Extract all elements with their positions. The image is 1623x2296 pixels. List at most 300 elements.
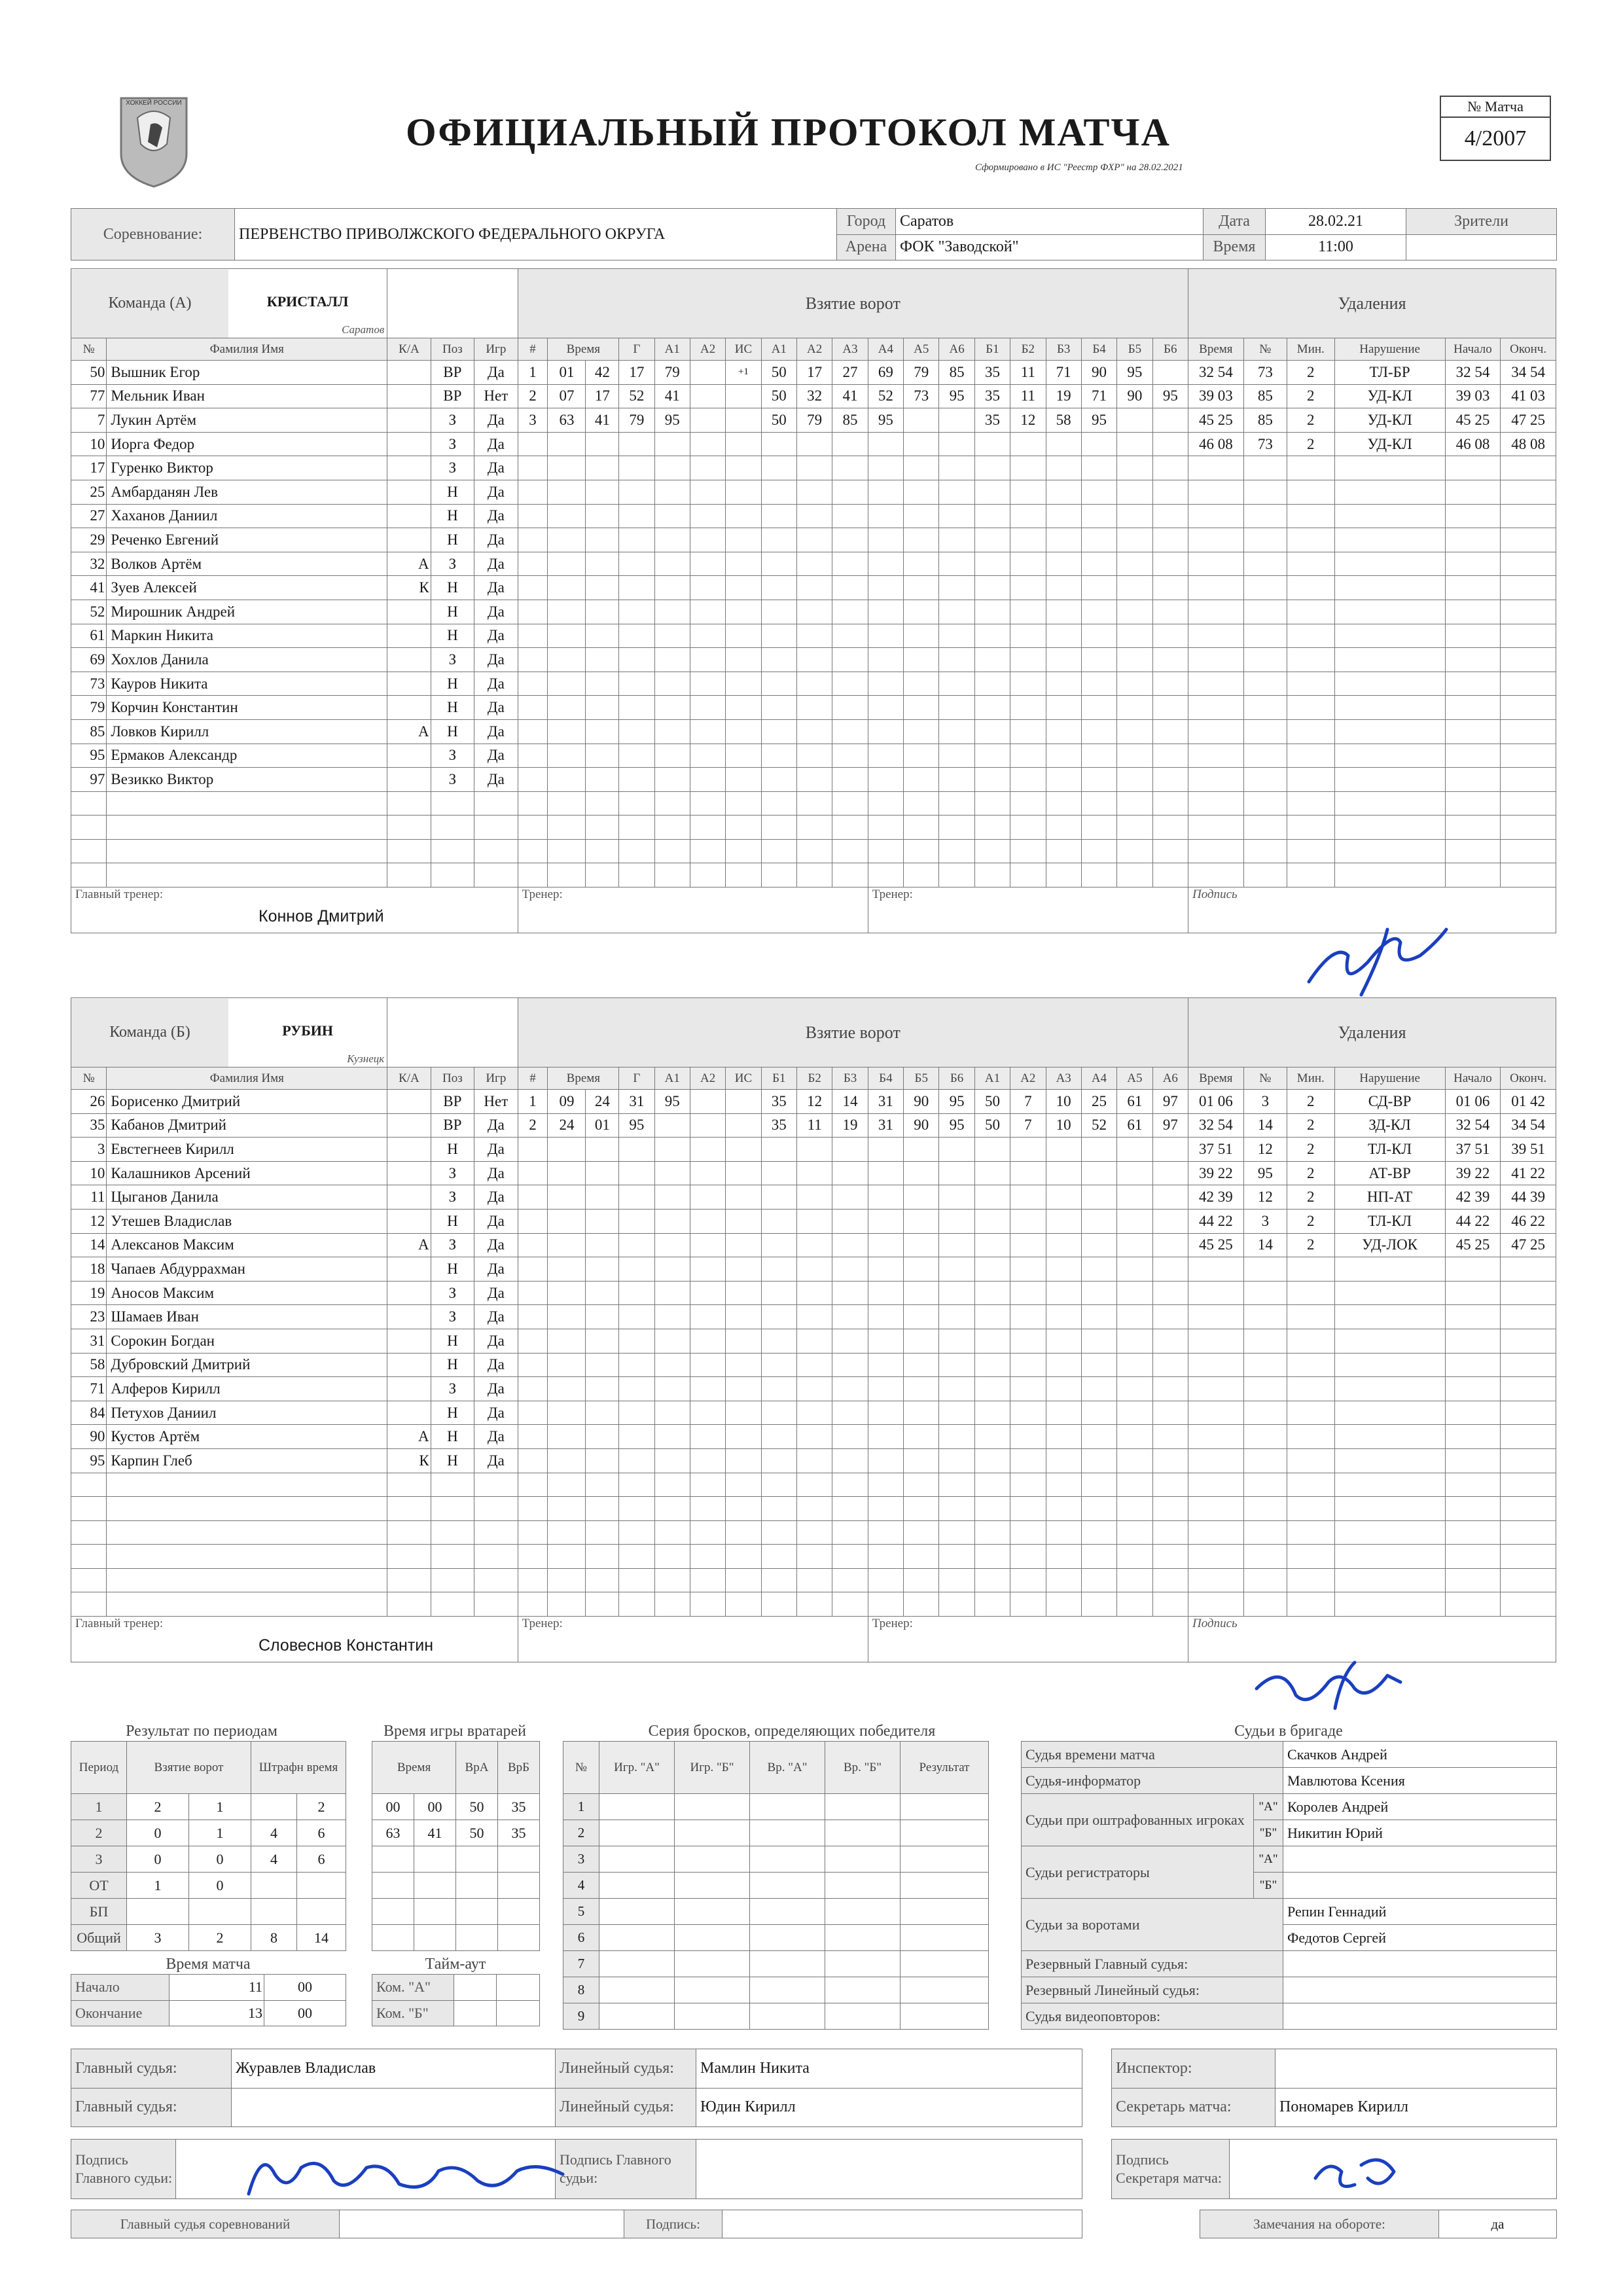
goal-situation	[726, 648, 761, 672]
shootout-row	[563, 1925, 989, 1951]
player-name: Аносов Максим	[107, 1281, 387, 1305]
h-pen-end: Оконч.	[1501, 338, 1556, 361]
goal-opp-on-ice	[1152, 744, 1188, 768]
table-row	[71, 528, 1556, 552]
goal-opp-on-ice	[1081, 768, 1116, 792]
period-row	[71, 1820, 346, 1846]
player-position: З	[431, 552, 474, 576]
player-name: Амбарданян Лев	[107, 480, 387, 504]
goal-opp-on-ice	[1081, 1568, 1116, 1592]
pen-sec-part: 03	[1217, 387, 1233, 404]
goal-assist-2	[690, 1161, 725, 1185]
goal-on-ice	[761, 624, 796, 648]
goal-on-ice	[832, 528, 868, 552]
goal-on-ice	[796, 1377, 832, 1401]
goal-opp-on-ice	[1081, 1138, 1116, 1162]
goal-opp-on-ice	[1046, 1257, 1081, 1282]
pen-minutes	[1287, 600, 1334, 624]
goal-assist-2	[690, 1138, 725, 1162]
goal-assist-1: 79	[654, 361, 690, 385]
player-played: Да	[474, 432, 518, 456]
h-opp-on-ice: Б1	[974, 338, 1010, 361]
goal-min	[548, 719, 586, 744]
goal-opp-on-ice	[1152, 1425, 1188, 1449]
goal-on-ice: 17	[796, 361, 832, 385]
table-row	[71, 456, 1556, 480]
pen-time	[1188, 1281, 1244, 1305]
goal-situation	[726, 1185, 761, 1210]
goal-sec	[586, 1473, 619, 1497]
pen-time	[1188, 1113, 1244, 1138]
goal-sec	[586, 1209, 619, 1233]
period-cell	[127, 1899, 189, 1925]
line-ref-1-label: Линейный судья:	[556, 2049, 696, 2089]
goal-on-ice	[868, 1353, 903, 1377]
goal-scorer	[619, 1257, 654, 1282]
pen-start	[1445, 1329, 1501, 1353]
h-pen-infraction: Нарушение	[1334, 1067, 1445, 1090]
gk-row	[372, 1794, 540, 1820]
player-name: Вышник Егор	[107, 361, 387, 385]
goal-min	[548, 863, 586, 888]
pen-minutes	[1287, 839, 1334, 863]
goal-assist-2	[690, 576, 725, 600]
player-played: Да	[474, 528, 518, 552]
pen-sec-part: 08	[1217, 435, 1233, 452]
player-number	[71, 1568, 107, 1592]
goal-opp-on-ice	[1117, 648, 1152, 672]
chief-ref-1-label: Главный судья:	[71, 2049, 232, 2089]
pen-start-sec: 25	[1474, 411, 1490, 428]
goal-number	[518, 1520, 548, 1545]
table-row	[71, 696, 1556, 720]
pen-minutes	[1287, 744, 1334, 768]
goal-opp-on-ice	[1046, 768, 1081, 792]
h-play: Игр	[474, 338, 518, 361]
goal-on-ice	[761, 1497, 796, 1521]
goal-on-ice	[939, 624, 974, 648]
goal-on-ice	[939, 1209, 974, 1233]
goal-number	[518, 600, 548, 624]
pen-min-part: 32	[1198, 363, 1214, 380]
pen-player	[1243, 480, 1287, 504]
pen-minutes: 2	[1287, 1233, 1334, 1257]
player-number: 18	[71, 1257, 107, 1282]
pen-time	[1188, 768, 1244, 792]
goal-opp-on-ice	[1117, 1448, 1152, 1473]
pen-time	[1188, 1257, 1244, 1282]
pen-player: 85	[1243, 384, 1287, 408]
goal-opp-on-ice	[974, 432, 1010, 456]
gk-row	[372, 1846, 540, 1873]
goal-on-ice	[796, 1185, 832, 1210]
goal-on-ice	[832, 1520, 868, 1545]
goal-assist-1	[654, 1497, 690, 1521]
goal-opp-on-ice	[974, 1329, 1010, 1353]
player-name: Ермаков Александр	[107, 744, 387, 768]
goal-opp-on-ice	[1117, 1520, 1152, 1545]
goal-number	[518, 1209, 548, 1233]
goal-on-ice	[939, 1497, 974, 1521]
player-played: Да	[474, 1448, 518, 1473]
goal-opp-on-ice: 95	[1152, 384, 1188, 408]
goal-opp-on-ice	[1152, 719, 1188, 744]
goal-assist-2	[690, 768, 725, 792]
goal-sec	[586, 672, 619, 696]
pen-minutes: 2	[1287, 1113, 1334, 1138]
goal-sec: 24	[586, 1090, 619, 1114]
pen-min-part: 39	[1198, 387, 1214, 404]
table-row	[71, 1568, 1556, 1592]
goal-on-ice	[761, 791, 796, 816]
period-cell	[251, 1794, 297, 1820]
city-value: Саратов	[896, 209, 1204, 235]
pen-start	[1445, 839, 1501, 863]
gk-cell: 00	[372, 1794, 414, 1820]
pen-end	[1501, 1401, 1556, 1425]
goal-situation	[726, 1592, 761, 1617]
period-cell: 2	[71, 1820, 127, 1846]
goal-min	[548, 1497, 586, 1521]
goal-sec	[586, 839, 619, 863]
goal-on-ice	[904, 504, 939, 528]
pen-start-sec: 54	[1474, 1117, 1490, 1134]
h-ka: К/А	[387, 338, 431, 361]
pen-minutes	[1287, 1353, 1334, 1377]
shootout-row	[563, 1820, 989, 1846]
goal-sec	[586, 624, 619, 648]
goal-scorer	[619, 1520, 654, 1545]
time-value: 11:00	[1266, 234, 1406, 260]
player-position: Н	[431, 1329, 474, 1353]
official-role: Судьи регистраторы	[1022, 1846, 1254, 1899]
table-row	[71, 1209, 1556, 1233]
goal-situation	[726, 816, 761, 840]
signature-secretary	[1302, 2145, 1407, 2198]
goal-on-ice	[939, 816, 974, 840]
pen-player	[1243, 624, 1287, 648]
goal-opp-on-ice	[1046, 1185, 1081, 1210]
player-position: З	[431, 1281, 474, 1305]
pen-infraction	[1334, 744, 1445, 768]
goal-on-ice	[796, 1257, 832, 1282]
sign-chief2-label: Подпись Главного судьи:	[556, 2140, 696, 2199]
h-on-ice: Б3	[832, 1067, 868, 1090]
player-name	[107, 1520, 387, 1545]
goal-on-ice: 85	[939, 361, 974, 385]
goal-on-ice	[761, 1592, 796, 1617]
city-label: Город	[837, 209, 896, 235]
goal-on-ice	[868, 1497, 903, 1521]
h-pen-min: Мин.	[1287, 338, 1334, 361]
team-name: КРИСТАЛЛ	[266, 293, 349, 310]
head-coach-name: Словеснов Константин	[259, 1636, 434, 1655]
goal-situation	[726, 552, 761, 576]
pen-end	[1501, 672, 1556, 696]
pen-start	[1445, 552, 1501, 576]
goal-opp-on-ice	[1081, 719, 1116, 744]
time-label: Время	[1204, 234, 1266, 260]
player-name: Кустов Артём	[107, 1425, 387, 1449]
goal-assist-1	[654, 719, 690, 744]
goal-opp-on-ice	[1010, 696, 1046, 720]
pen-end-sec: 03	[1529, 387, 1545, 404]
official-row	[1022, 1846, 1557, 1873]
goal-opp-on-ice	[1046, 552, 1081, 576]
player-captain	[387, 1185, 431, 1210]
pen-end-sec: 54	[1529, 1117, 1545, 1134]
pen-end	[1501, 456, 1556, 480]
gk-cell: 50	[456, 1820, 498, 1846]
pen-player	[1243, 1353, 1287, 1377]
pen-infraction: АТ-ВР	[1334, 1161, 1445, 1185]
chief-ref-1: Журавлев Владислав	[232, 2049, 556, 2089]
goal-number: 2	[518, 1113, 548, 1138]
h-opp-on-ice: Б4	[1081, 338, 1116, 361]
goal-scorer	[619, 863, 654, 888]
pen-infraction: СД-ВР	[1334, 1090, 1445, 1114]
goal-on-ice	[796, 1425, 832, 1449]
table-row	[71, 1090, 1556, 1114]
goal-assist-1	[654, 1233, 690, 1257]
shootout-header: Игр. "Б"	[675, 1742, 750, 1794]
pen-time	[1188, 1377, 1244, 1401]
pen-minutes	[1287, 672, 1334, 696]
goal-on-ice	[904, 480, 939, 504]
gk-cell: 50	[456, 1794, 498, 1820]
goal-scorer	[619, 576, 654, 600]
goal-on-ice	[761, 839, 796, 863]
pen-end	[1501, 1568, 1556, 1592]
goal-on-ice: 90	[904, 1090, 939, 1114]
comp-sign-label: Подпись:	[624, 2210, 722, 2238]
goal-on-ice	[939, 1305, 974, 1329]
goal-opp-on-ice	[1152, 1257, 1188, 1282]
goal-assist-1	[654, 1448, 690, 1473]
goal-number	[518, 1448, 548, 1473]
pen-player	[1243, 576, 1287, 600]
inspector-value	[1275, 2049, 1557, 2089]
pen-infraction	[1334, 1281, 1445, 1305]
goal-on-ice	[868, 719, 903, 744]
goal-scorer	[619, 1568, 654, 1592]
goal-opp-on-ice	[1046, 576, 1081, 600]
table-row	[71, 504, 1556, 528]
goal-situation	[726, 1257, 761, 1282]
h-opp-on-ice: Б6	[1152, 338, 1188, 361]
pen-infraction	[1334, 1448, 1445, 1473]
goal-on-ice	[939, 768, 974, 792]
goal-opp-on-ice	[1117, 1185, 1152, 1210]
goal-on-ice	[868, 1592, 903, 1617]
goal-opp-on-ice	[1152, 432, 1188, 456]
goal-assist-2	[690, 1448, 725, 1473]
goal-opp-on-ice	[1010, 432, 1046, 456]
goal-on-ice	[904, 1161, 939, 1185]
goal-sec	[586, 648, 619, 672]
h-on-ice: А5	[904, 338, 939, 361]
pen-end	[1501, 839, 1556, 863]
pen-start-min: 01	[1455, 1092, 1471, 1109]
goal-on-ice: 27	[832, 361, 868, 385]
goal-number	[518, 1497, 548, 1521]
player-position: Н	[431, 480, 474, 504]
h-pen-time: Время	[1188, 1067, 1244, 1090]
h-on-ice: А6	[939, 338, 974, 361]
goal-number	[518, 1401, 548, 1425]
goal-min	[548, 791, 586, 816]
gk-row	[372, 1925, 540, 1951]
goal-opp-on-ice	[1081, 1185, 1116, 1210]
goal-opp-on-ice	[1046, 1329, 1081, 1353]
table-row	[71, 719, 1556, 744]
goal-on-ice	[796, 1305, 832, 1329]
signature-chief-referee	[236, 2135, 576, 2207]
goal-opp-on-ice	[1081, 528, 1116, 552]
player-captain	[387, 791, 431, 816]
goal-on-ice	[761, 504, 796, 528]
pen-min-part: 45	[1198, 1236, 1214, 1253]
goal-on-ice	[796, 552, 832, 576]
goal-on-ice: 95	[939, 384, 974, 408]
goal-on-ice	[868, 1377, 903, 1401]
goal-opp-on-ice	[1117, 1568, 1152, 1592]
table-row	[71, 1448, 1556, 1473]
pen-minutes	[1287, 480, 1334, 504]
goal-opp-on-ice	[1152, 1329, 1188, 1353]
goal-assist-2	[690, 1545, 725, 1569]
goal-assist-2	[690, 1281, 725, 1305]
player-captain: А	[387, 552, 431, 576]
goal-opp-on-ice	[1152, 361, 1188, 385]
match-number-box	[1440, 96, 1551, 161]
timeout-a-label: Ком. "А"	[372, 1975, 454, 2001]
player-name: Зуев Алексей	[107, 576, 387, 600]
goal-opp-on-ice	[1081, 791, 1116, 816]
goal-on-ice	[904, 576, 939, 600]
goal-number	[518, 1138, 548, 1162]
goal-on-ice: 31	[868, 1113, 903, 1138]
table-row	[71, 624, 1556, 648]
goal-min	[548, 1257, 586, 1282]
goal-situation: +1	[726, 361, 761, 385]
goal-sec	[586, 1329, 619, 1353]
goal-on-ice	[868, 1233, 903, 1257]
goal-on-ice	[761, 1545, 796, 1569]
goal-on-ice	[832, 1161, 868, 1185]
footer-table	[71, 2210, 1557, 2238]
goal-on-ice	[939, 648, 974, 672]
competition-label: Соревнование:	[71, 209, 235, 260]
table-row	[71, 1353, 1556, 1377]
goal-opp-on-ice: 95	[1081, 408, 1116, 433]
goal-scorer	[619, 1233, 654, 1257]
period-cell	[251, 1873, 297, 1899]
date-label: Дата	[1204, 209, 1266, 235]
goal-opp-on-ice	[1010, 1257, 1046, 1282]
goal-opp-on-ice	[1010, 528, 1046, 552]
pen-time	[1188, 839, 1244, 863]
official-name	[1283, 1951, 1557, 1977]
pen-player	[1243, 1257, 1287, 1282]
goal-on-ice	[904, 863, 939, 888]
goal-on-ice	[796, 1209, 832, 1233]
goal-min	[548, 648, 586, 672]
goal-on-ice	[939, 504, 974, 528]
goal-sec	[586, 1545, 619, 1569]
goal-on-ice	[939, 1545, 974, 1569]
goal-on-ice	[796, 1497, 832, 1521]
pen-minutes	[1287, 791, 1334, 816]
pen-start	[1445, 1520, 1501, 1545]
goal-assist-1	[654, 1401, 690, 1425]
pen-time	[1188, 480, 1244, 504]
pen-player	[1243, 839, 1287, 863]
table-row	[71, 648, 1556, 672]
pen-end-min: 34	[1511, 1117, 1527, 1134]
pen-start	[1445, 1448, 1501, 1473]
player-played: Да	[474, 552, 518, 576]
goal-assist-1	[654, 600, 690, 624]
player-captain	[387, 744, 431, 768]
goal-number	[518, 624, 548, 648]
table-row	[71, 1138, 1556, 1162]
goal-opp-on-ice	[1046, 480, 1081, 504]
player-captain	[387, 672, 431, 696]
goal-situation	[726, 1233, 761, 1257]
player-position	[431, 839, 474, 863]
player-played: Да	[474, 480, 518, 504]
player-captain: К	[387, 1448, 431, 1473]
pen-minutes: 2	[1287, 1185, 1334, 1210]
goal-opp-on-ice	[1152, 1568, 1188, 1592]
team-city: Кузнецк	[347, 1052, 385, 1065]
goal-opp-on-ice: 10	[1046, 1113, 1081, 1138]
goal-on-ice	[904, 1329, 939, 1353]
goal-opp-on-ice: 10	[1046, 1090, 1081, 1114]
pen-end	[1501, 1425, 1556, 1449]
goal-assist-2	[690, 361, 725, 385]
goal-opp-on-ice	[974, 504, 1010, 528]
goal-number: 1	[518, 1090, 548, 1114]
pen-player	[1243, 816, 1287, 840]
goal-number	[518, 1161, 548, 1185]
goal-assist-2	[690, 504, 725, 528]
goal-opp-on-ice	[1010, 1161, 1046, 1185]
goal-assist-2	[690, 672, 725, 696]
official-name	[1283, 1873, 1557, 1899]
pen-start	[1445, 456, 1501, 480]
gk-h-a: ВрА	[456, 1742, 498, 1794]
goal-assist-1	[654, 1473, 690, 1497]
pen-end-min: 47	[1511, 411, 1527, 428]
goal-on-ice	[761, 1401, 796, 1425]
table-row	[71, 1377, 1556, 1401]
goal-opp-on-ice	[1010, 744, 1046, 768]
goal-scorer	[619, 1161, 654, 1185]
goal-opp-on-ice	[1010, 839, 1046, 863]
goal-on-ice	[832, 600, 868, 624]
player-number	[71, 1497, 107, 1521]
h-on-ice: Б2	[796, 1067, 832, 1090]
goal-assist-1	[654, 839, 690, 863]
goal-on-ice	[939, 1353, 974, 1377]
goal-on-ice	[796, 1545, 832, 1569]
pen-time	[1188, 1329, 1244, 1353]
goal-on-ice	[761, 1281, 796, 1305]
period-cell: 2	[127, 1794, 189, 1820]
period-cell: Общий	[71, 1925, 127, 1951]
